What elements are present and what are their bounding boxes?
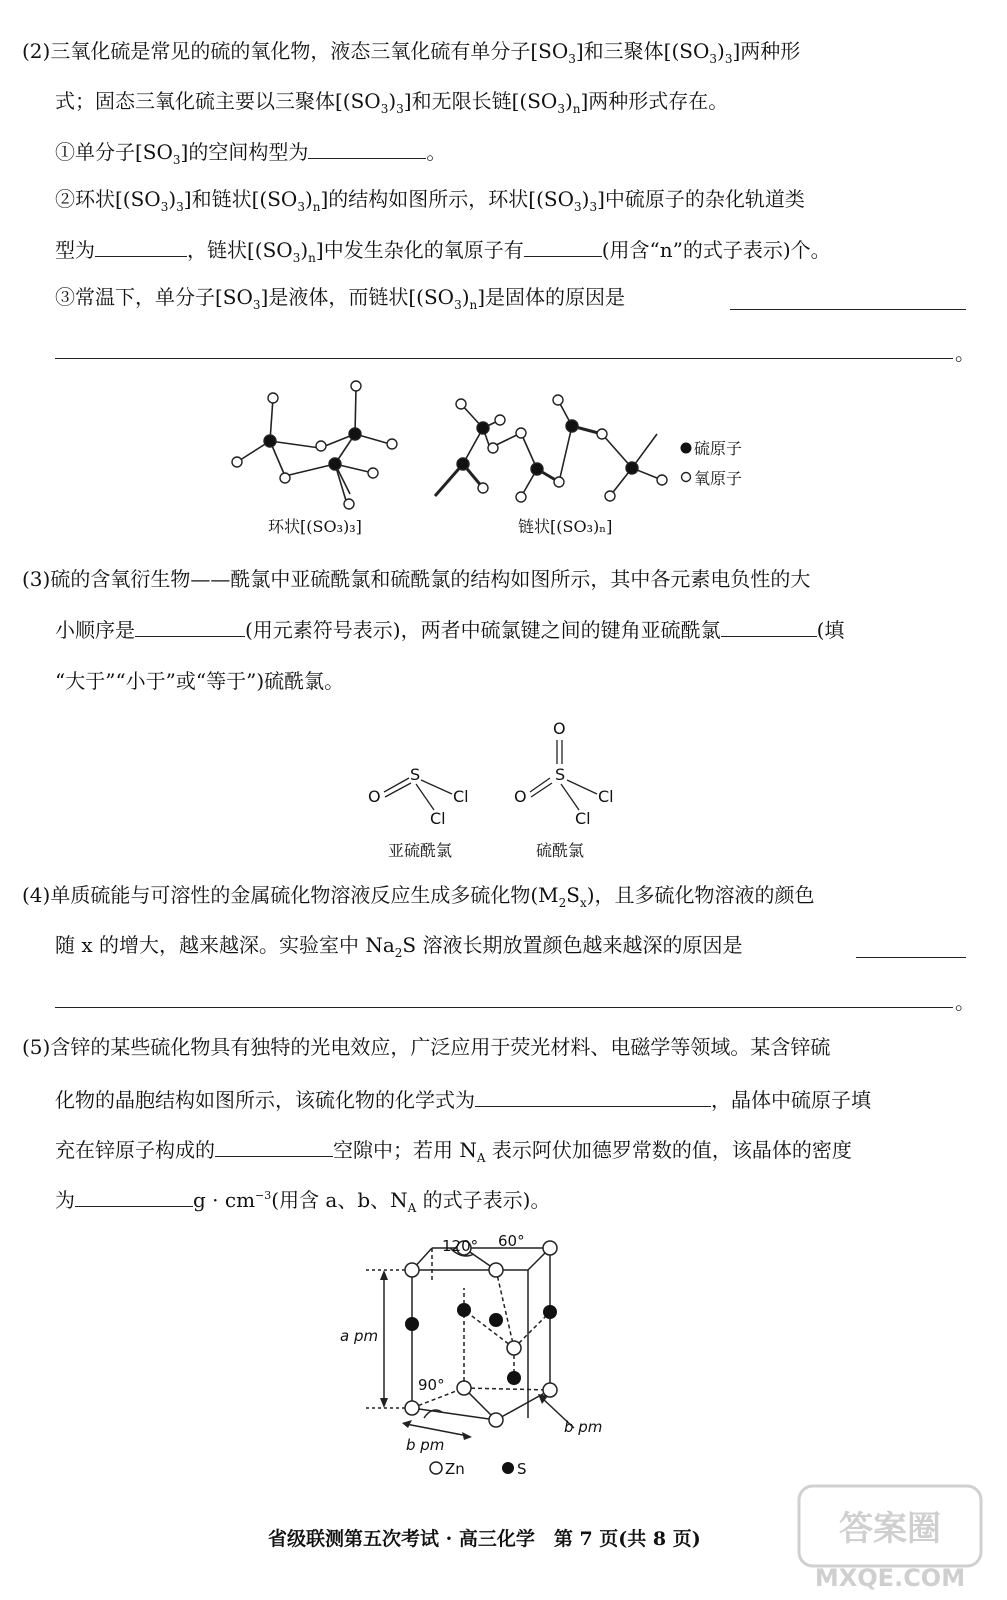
q2-text: (2)三氧化硫是常见的硫的氧化物，液态三氧化硫有单分子[SO xyxy=(22,39,569,63)
subscript: 3 xyxy=(172,153,181,167)
q2-line-5 xyxy=(55,236,831,266)
q5-text: 空隙中；若用 N xyxy=(333,1138,477,1162)
angle-label: 60° xyxy=(498,1232,525,1250)
subscript: 3 xyxy=(589,200,598,214)
q3-line-2 xyxy=(55,616,844,643)
q2-text: ) xyxy=(168,187,177,211)
atom-label: Cl xyxy=(598,787,614,806)
subscript: 3 xyxy=(557,102,565,116)
subscript: 3 xyxy=(724,52,733,66)
q2-text: ]的空间构型为 xyxy=(180,140,309,164)
svg-text:答案圈: 答案圈 xyxy=(839,1509,941,1549)
answer-blank[interactable] xyxy=(55,1007,953,1008)
q3-text: (填 xyxy=(816,618,845,642)
q4-text: S xyxy=(566,883,580,907)
answer-blank[interactable] xyxy=(215,1136,333,1157)
dimension-a-label: a pm xyxy=(340,1327,379,1345)
q4-text: S 溶液长期放置颜色越来越深的原因是 xyxy=(402,933,743,957)
legend-zn-label: Zn xyxy=(445,1460,465,1478)
unit-cell-figure xyxy=(332,1228,622,1488)
legend-sulfur-label: 硫原子 xyxy=(694,439,743,458)
q2-text: ) xyxy=(717,39,725,63)
answer-blank[interactable] xyxy=(135,616,245,637)
subscript: 2 xyxy=(558,896,567,910)
subscript: n xyxy=(469,298,478,312)
atom-label: Cl xyxy=(430,809,446,828)
q2-text: ②环状[(SO xyxy=(55,187,161,211)
superscript: −3 xyxy=(255,1189,272,1202)
q2-text: 式；固态三氧化硫主要以三聚体[(SO xyxy=(55,89,381,113)
atom-label: S xyxy=(555,765,566,784)
atom-label: Cl xyxy=(575,809,591,828)
q3-text: 小顺序是 xyxy=(55,618,135,642)
dimension-b-label: b pm xyxy=(406,1436,445,1454)
angle-label: 90° xyxy=(418,1376,445,1394)
answer-blank[interactable] xyxy=(308,138,426,159)
q3-line-3: “大于”“小于”或“等于”)硫酰氯。 xyxy=(55,669,345,693)
q2-text: ]和链状[(SO xyxy=(183,187,298,211)
q2-text: ]两种形式存在。 xyxy=(580,89,729,113)
q2-line-1 xyxy=(22,38,800,67)
q5-text: 充在锌原子构成的 xyxy=(55,1138,215,1162)
svg-text:MXQE.COM: MXQE.COM xyxy=(814,1564,966,1592)
q2-text: ]是固体的原因是 xyxy=(477,285,626,309)
answer-blank[interactable] xyxy=(95,236,187,257)
q4-text: )，且多硫化物溶液的颜色 xyxy=(586,883,815,907)
q5-text: 化物的晶胞结构如图所示，该硫化物的化学式为 xyxy=(55,1088,475,1112)
acyl-chloride-figure xyxy=(360,712,630,832)
q5-text: ，晶体中硫原子填 xyxy=(711,1088,871,1112)
zinc-atom-legend-icon xyxy=(430,1462,442,1474)
q5-text: g · cm xyxy=(193,1188,256,1212)
subscript: 3 xyxy=(380,102,389,116)
q2-line-6 xyxy=(55,284,625,313)
q2-text: (用含“n”的式子表示)个。 xyxy=(601,238,831,262)
period: 。 xyxy=(955,341,975,365)
subscript: 3 xyxy=(454,298,462,312)
sulfur-atom-legend-icon xyxy=(502,1462,514,1474)
q2-text: ]中发生杂化的氧原子有 xyxy=(315,238,524,262)
q5-line-1: (5)含锌的某些硫化物具有独特的光电效应，广泛应用于荧光材料、电磁学等领域。某含锌硫 xyxy=(22,1035,831,1059)
subscript: x xyxy=(579,896,587,910)
answer-blank[interactable] xyxy=(75,1186,193,1207)
q5-line-2 xyxy=(55,1086,871,1113)
q2-line-4 xyxy=(55,186,805,215)
q2-text: ) xyxy=(304,187,313,211)
answer-blank[interactable] xyxy=(55,358,953,359)
q2-text: ]和三聚体[(SO xyxy=(575,39,710,63)
answer-blank[interactable] xyxy=(721,616,817,637)
subscript: 3 xyxy=(160,200,169,214)
q2-text: ]是液体，而链状[(SO xyxy=(260,285,455,309)
q4-line-1 xyxy=(22,882,815,911)
period: 。 xyxy=(955,990,975,1014)
angle-label: 120° xyxy=(442,1237,479,1255)
q3-text: (用元素符号表示)，两者中硫氯键之间的键角亚硫酰氯 xyxy=(245,618,721,642)
subscript: 3 xyxy=(709,52,718,66)
atom-label: O xyxy=(553,719,566,738)
q5-text: 的式子表示)。 xyxy=(416,1188,551,1212)
oxygen-atom-legend-icon xyxy=(682,473,691,482)
q2-text: ) xyxy=(581,187,590,211)
subscript: 3 xyxy=(396,102,404,116)
atom-label: Cl xyxy=(453,787,469,806)
answer-blank[interactable] xyxy=(524,236,602,257)
subscript: 3 xyxy=(568,52,576,66)
subscript: 3 xyxy=(252,298,261,312)
q4-line-2 xyxy=(55,932,742,961)
q2-text: ，链状[(SO xyxy=(187,238,293,262)
atom-label: O xyxy=(368,787,381,806)
q4-text: (4)单质硫能与可溶性的金属硫化物溶液反应生成多硫化物(M xyxy=(22,883,559,907)
q2-text: ) xyxy=(388,89,397,113)
q2-text: 型为 xyxy=(55,238,95,262)
thionyl-chloride-caption: 亚硫酰氯 xyxy=(388,841,453,860)
q2-text: ①单分子[SO xyxy=(55,140,173,164)
q2-line-2 xyxy=(55,88,728,117)
q2-text: 。 xyxy=(426,140,447,164)
q2-text: ]两种形 xyxy=(732,39,801,63)
sulfuryl-chloride-caption: 硫酰氯 xyxy=(536,841,585,860)
q2-text: ]的结构如图所示，环状[(SO xyxy=(320,187,575,211)
chain-caption: 链状[(SO₃)ₙ] xyxy=(518,517,613,536)
q2-text: ) xyxy=(461,285,470,309)
subscript: 3 xyxy=(574,200,582,214)
answer-blank[interactable] xyxy=(856,957,966,958)
q2-text: ]中硫原子的杂化轨道类 xyxy=(597,187,805,211)
q5-line-4 xyxy=(55,1186,551,1217)
answer-blank[interactable] xyxy=(730,309,966,310)
subscript: 3 xyxy=(297,200,305,214)
atom-label: S xyxy=(410,765,421,784)
q5-line-3 xyxy=(55,1136,852,1166)
subscript: n xyxy=(312,200,321,214)
q4-text: 随 x 的增大，越来越深。实验室中 Na xyxy=(55,933,395,957)
q2-text: ) xyxy=(564,89,573,113)
ring-caption: 环状[(SO₃)₃] xyxy=(268,517,362,536)
subscript: 3 xyxy=(176,200,184,214)
q2-text: ]和无限长链[(SO xyxy=(403,89,558,113)
atom-label: O xyxy=(514,787,527,806)
subscript: n xyxy=(572,102,581,116)
q5-text: (用含 a、b、N xyxy=(271,1188,408,1212)
subscript: 2 xyxy=(394,946,403,960)
q3-line-1: (3)硫的含氧衍生物——酰氯中亚硫酰氯和硫酰氯的结构如图所示，其中各元素电负性的大 xyxy=(22,567,811,591)
q2-line-3 xyxy=(55,138,446,168)
answer-blank[interactable] xyxy=(475,1086,711,1107)
subscript: A xyxy=(476,1151,486,1165)
subscript: 3 xyxy=(292,251,301,265)
watermark-logo xyxy=(795,1482,985,1596)
q5-text: 表示阿伏加德罗常数的值，该晶体的密度 xyxy=(485,1138,852,1162)
subscript: A xyxy=(407,1201,417,1215)
q5-text: 为 xyxy=(55,1188,75,1212)
q2-text: ) xyxy=(300,238,309,262)
legend-oxygen-label: 氧原子 xyxy=(694,469,743,488)
sulfur-atom-legend-icon xyxy=(681,443,692,454)
dimension-b-label: b pm xyxy=(564,1418,603,1436)
page-footer: 省级联测第五次考试 · 高三化学 第 7 页(共 8 页) xyxy=(268,1528,701,1550)
q2-text: ③常温下，单分子[SO xyxy=(55,285,253,309)
legend-s-label: S xyxy=(517,1460,527,1478)
subscript: n xyxy=(308,251,316,265)
